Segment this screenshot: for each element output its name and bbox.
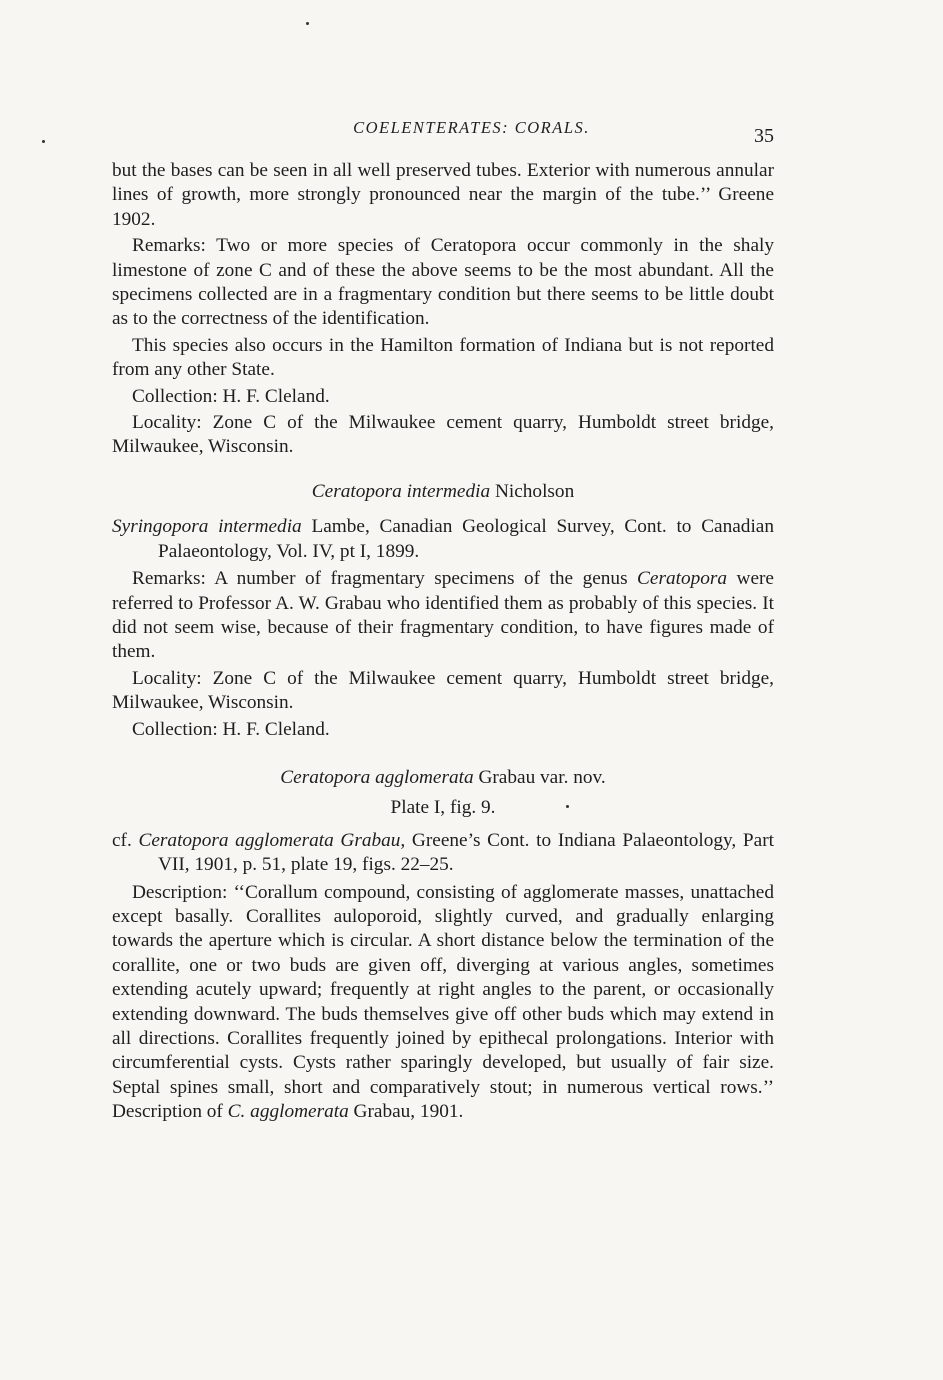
paragraph: This species also occurs in the Hamilton formation of Indiana but is not reported from any other State.	[112, 334, 774, 381]
species-name: Ceratopora intermedia	[311, 480, 491, 502]
genus-name: Ceratopora	[637, 568, 728, 590]
species-author: Grabau var. nov.	[473, 766, 606, 788]
species-author: Nicholson	[490, 480, 575, 502]
synonym-name: Ceratopora agglomerata Grabau,	[138, 829, 406, 851]
remarks-text: Remarks: A number of fragmentary specimens of the genus	[132, 568, 638, 590]
synonym-name: Syringopora intermedia	[112, 516, 302, 538]
species-heading	[112, 480, 774, 504]
description-paragraph	[112, 881, 774, 1125]
collection-line: Collection: H. F. Cleland.	[132, 718, 330, 740]
plate-reference: Plate I, fig. 9.	[390, 797, 496, 819]
species-name: Ceratopora agglomerata	[280, 766, 474, 788]
description-text: Description: ‘‘Corallum compound, consisting of agglomerate masses, unattached except basally. Corallites auloporoid, slightly curved, and gradually enlarging towards the aperture which is circular. A short distance below the termination of the corallite, one or two buds are given off, diverging at various angles, sometimes extending acutely upward; frequently at right angles to the parent, or occasionally extending downward. The buds themselves give off other buds which may extend in all directions. Corallites frequently joined by epithecal prolongations. Interior with circumferential cysts. Cysts rather sparingly developed, but usually of fair size. Septal spines small, short and comparatively stout; in numerous vertical rows.’’ Description of	[112, 881, 774, 1123]
collection-line: Collection: H. F. Cleland.	[132, 385, 330, 407]
paragraph: but the bases can be seen in all well preserved tubes. Exterior with numerous annular lines of growth, more strongly pronounced near the margin of the tube.’’ Greene 1902.	[112, 160, 774, 230]
synonym-reference: Greene’s Cont. to Indiana Palaeontology, Part VII, 1901, p. 51, plate 19, figs. 22–25.	[158, 829, 774, 876]
species-heading	[112, 766, 774, 790]
remarks-paragraph	[112, 567, 774, 665]
synonymy	[112, 829, 774, 878]
locality-paragraph: Locality: Zone C of the Milwaukee cement quarry, Humboldt street bridge, Milwaukee, Wisconsin.	[112, 412, 774, 458]
locality-paragraph: Locality: Zone C of the Milwaukee cement quarry, Humboldt street bridge, Milwaukee, Wisconsin.	[112, 667, 774, 714]
synonym-reference: Lambe, Canadian Geological Survey, Cont. to Canadian Palaeontology, Vol. IV, pt I, 1899.	[158, 516, 775, 562]
synonymy	[112, 515, 774, 564]
body-text	[112, 159, 774, 1127]
page-number: 35	[754, 125, 774, 147]
speck	[42, 140, 45, 143]
description-text: Grabau, 1901.	[348, 1101, 464, 1123]
remarks-text: were referred to Professor A. W. Grabau who identified them as probably of this species. It did not seem wise, because of their fragmentary condition, to have figures made of them.	[112, 568, 774, 663]
species-abbrev: C. agglomerata	[227, 1101, 349, 1123]
speck	[306, 22, 309, 25]
running-head: COELENTERATES: CORALS.	[353, 118, 590, 137]
synonym-prefix: cf.	[112, 829, 139, 851]
remarks-paragraph: Remarks: Two or more species of Ceratopora occur commonly in the shaly limestone of zone C and of these the above seems to be the most abundant. All the specimens collected are in a fragmentary condition but there seems to be little doubt as to the correctness of the identification.	[112, 235, 774, 330]
